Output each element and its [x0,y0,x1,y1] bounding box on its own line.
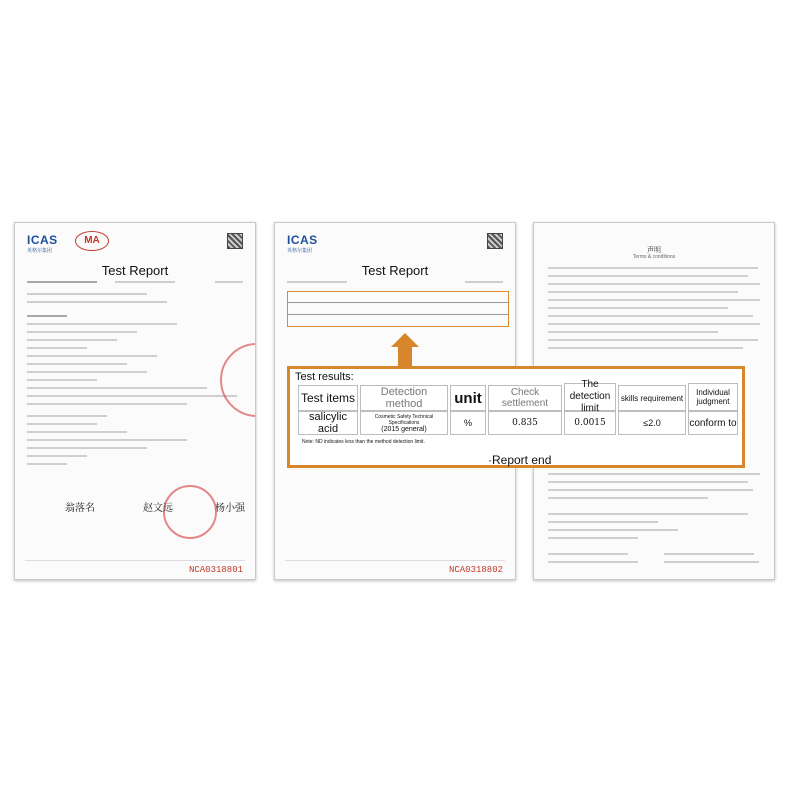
cell-test-item: salicylic acid [298,411,358,435]
header-unit: unit [450,385,486,411]
test-results-callout [287,366,745,468]
cell-result: 0.835 [488,411,562,435]
arrow-shaft [398,345,412,367]
cell-unit: % [450,411,486,435]
qr-code-icon [487,233,503,249]
ma-certification-mark: MA [75,231,109,251]
signature: 翁落名 [65,503,95,514]
signature: 杨小强 [215,503,245,514]
header-detection-limit: The detection limit [564,383,616,411]
test-results-label: Test results: [295,371,354,383]
terms-heading: 声明 [647,247,661,254]
results-table-thumbnail [287,291,509,327]
method-standard: Cosmetic Safety Technical Specifications [374,413,434,426]
cell-detection-method [360,411,448,435]
detection-note: Note: ND indicates less than the method detection limit. [302,439,425,445]
logo-subtitle: 英格尔集团 [287,248,313,254]
qr-code-icon [227,233,243,249]
method-year: (2015 general) [381,425,427,433]
cell-requirement: ≤2.0 [618,411,686,435]
nca-serial: NCA0318802 [448,565,503,575]
terms-subheading: Terms & conditions [632,254,676,260]
header-individual-judgment: Individual judgment [688,383,738,411]
header-test-items: Test items [298,385,358,411]
official-seal-stamp [220,343,256,417]
header-detection-method: Detection method [360,385,448,411]
report-title: Test Report [361,263,429,278]
header-skills-requirement: skills requirement [618,385,686,411]
logo-subtitle: 英格尔集团 [27,248,53,254]
signature: 赵文远 [143,503,173,514]
report-end-label: ·Report end [488,453,552,467]
header-check-settlement: Check settlement [488,385,562,411]
icas-logo: ICAS [27,233,58,247]
report-title: Test Report [101,263,169,278]
report-page-1 [14,222,256,580]
cell-judgment: conform to [688,411,738,435]
icas-logo: ICAS [287,233,318,247]
nca-serial: NCA0318801 [188,565,243,575]
cell-detection-limit: 0.0015 [564,411,616,435]
